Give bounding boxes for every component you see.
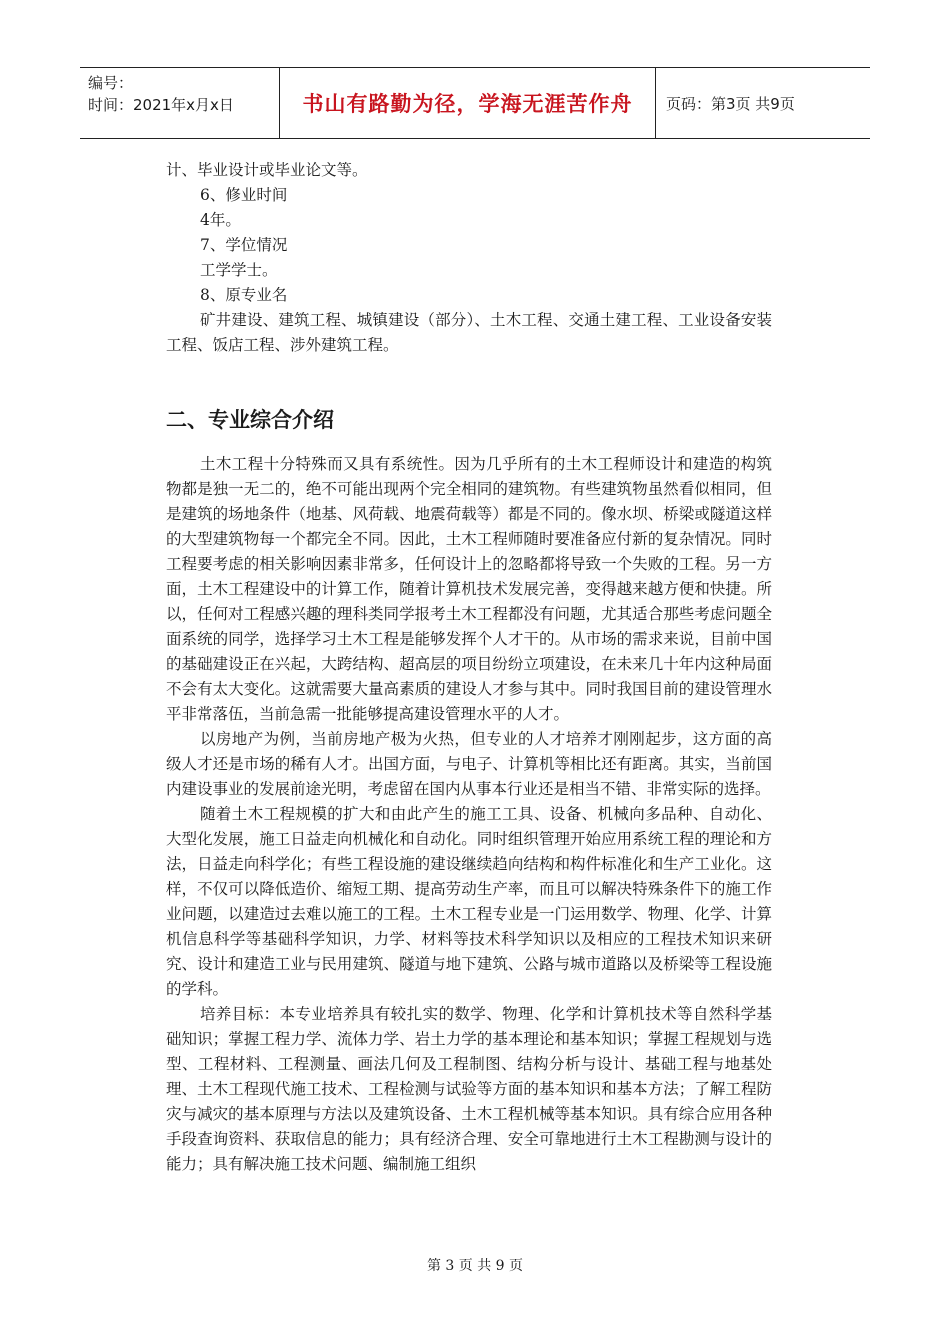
paragraph: 以房地产为例，当前房地产极为火热，但专业的人才培养才刚刚起步，这方面的高级人才还是市场的稀有人才。出国方面，与电子、计算机等相比还有距离。其实，当前国内建设事业的发展前途光明，考虑留在国内从事本行业还是相当不错、非常实际的选择。 — [166, 730, 772, 798]
text-line: 8、原专业名 — [200, 286, 288, 304]
paragraph: 培养目标：本专业培养具有较扎实的数学、物理、化学和计算机技术等自然科学基础知识；掌握工程力学、流体力学、岩土力学的基本理论和基本知识；掌握工程规划与选型、工程材料、工程测量、画法几何及工程制图、结构分析与设计、基础工程与地基处理、土木工程现代施工技术、工程检测与试验等方面的基本知识和基本方法；了解工程防灾与减灾的基本原理与方法以及建筑设备、土木工程机械等基本知识。具有综合应用各种手段查询资料、获取信息的能力；具有经济合理、安全可靠地进行土木工程勘测与设计的能力；具有解决施工技术问题、编制施工组织 — [166, 1005, 772, 1173]
section-body — [166, 452, 772, 1177]
text-line: 6、修业时间 — [200, 186, 288, 204]
page-header — [80, 67, 870, 139]
time-label: 时间：2021年x月x日 — [88, 96, 234, 114]
section-title: 二、专业综合介绍 — [166, 408, 334, 432]
header-motto: 书山有路勤为径，学海无涯苦作舟 — [302, 92, 633, 116]
paragraph: 随着土木工程规模的扩大和由此产生的施工工具、设备、机械向多品种、自动化、大型化发展，施工日益走向机械化和自动化。同时组织管理开始应用系统工程的理论和方法，日益走向科学化；有些工程设施的建设继续趋向结构和构件标准化和生产工业化。这样，不仅可以降低造价、缩短工期、提高劳动生产率，而且可以解决特殊条件下的施工作业问题，以建造过去难以施工的工程。土木工程专业是一门运用数学、物理、化学、计算机信息科学等基础科学知识，力学、材料等技术科学知识以及相应的工程技术知识来研究、设计和建造工业与民用建筑、隧道与地下建筑、公路与城市道路以及桥梁等工程设施的学科。 — [166, 805, 772, 998]
header-meta — [80, 68, 280, 138]
paragraph: 土木工程十分特殊而又具有系统性。因为几乎所有的土木工程师设计和建造的构筑物都是独一无二的，绝不可能出现两个完全相同的建筑物。有些建筑物虽然看似相同，但是建筑的场地条件（地基、风荷载、地震荷载等）都是不同的。像水坝、桥梁或隧道这样的大型建筑物每一个都完全不同。因此，土木工程师随时要准备应付新的复杂情况。同时工程要考虑的相关影响因素非常多，任何设计上的忽略都将导致一个失败的工程。另一方面，土木工程建设中的计算工作，随着计算机技术发展完善，变得越来越方便和快捷。所以，任何对工程感兴趣的理科类同学报考土木工程都没有问题，尤其适合那些考虑问题全面系统的同学，选择学习土木工程是能够发挥个人才干的。从市场的需求来说，目前中国的基础建设正在兴起，大跨结构、超高层的项目纷纷立项建设，在未来几十年内这种局面不会有太大变化。这就需要大量高素质的建设人才参与其中。同时我国目前的建设管理水平非常落伍，当前急需一批能够提高建设管理水平的人才。 — [166, 455, 772, 723]
top-content — [166, 158, 772, 358]
page-footer: 第 3 页 共 9 页 — [426, 1258, 524, 1274]
number-label: 编号： — [88, 74, 134, 92]
header-page-cell — [656, 68, 870, 138]
text-line: 工学学士。 — [200, 261, 278, 279]
header-motto-cell — [280, 68, 656, 138]
original-majors: 矿井建设、建筑工程、城镇建设（部分）、土木工程、交通土建工程、工业设备安装工程、饭店工程、涉外建筑工程。 — [166, 311, 772, 354]
text-line: 4年。 — [200, 211, 241, 229]
text-line: 计、毕业设计或毕业论文等。 — [166, 161, 368, 179]
text-line: 7、学位情况 — [200, 236, 288, 254]
page-label: 页码：第3页 共9页 — [666, 94, 795, 113]
